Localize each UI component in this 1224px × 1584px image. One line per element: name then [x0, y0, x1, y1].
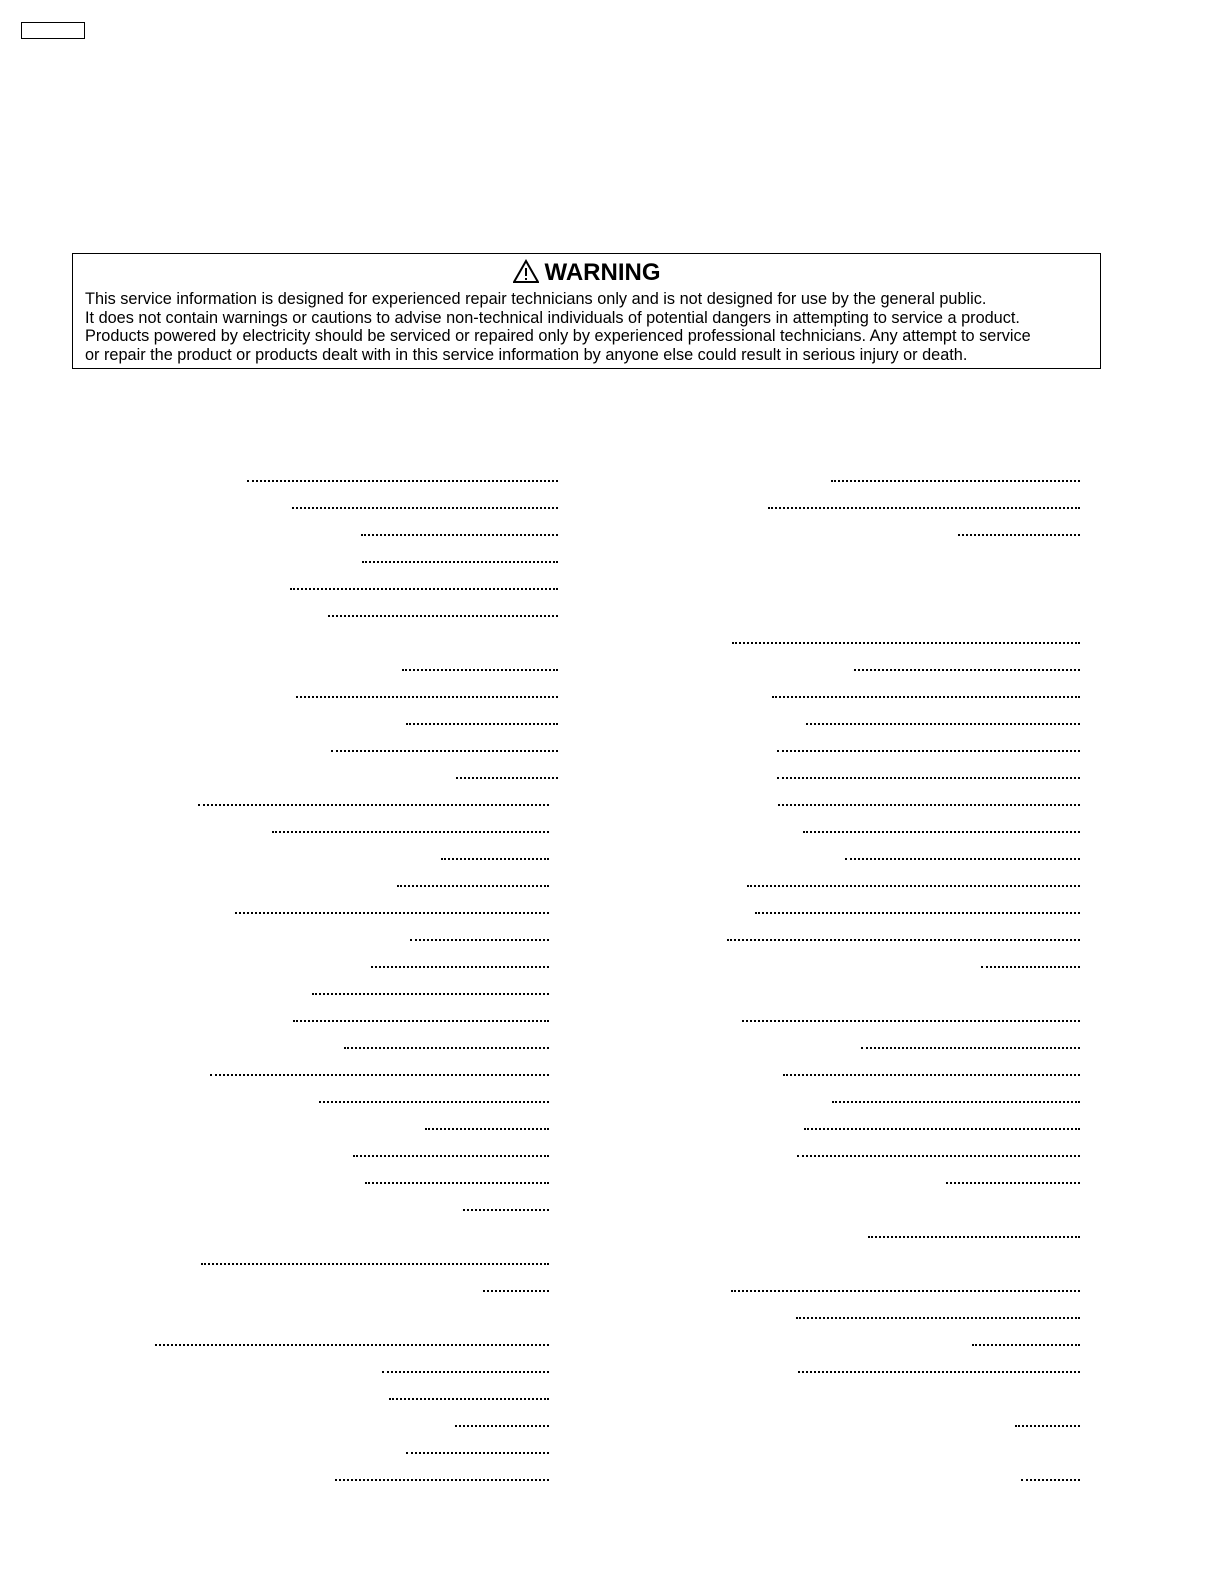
corner-label-box	[21, 22, 85, 39]
toc-dot-leader	[293, 1018, 549, 1022]
toc-dot-leader	[198, 802, 549, 806]
toc-dot-leader	[290, 586, 558, 590]
warning-line-1: This service information is designed for experienced repair technicians only and is not designed for use by the general public.	[85, 290, 987, 308]
warning-heading	[73, 258, 1100, 288]
toc-dot-leader	[755, 910, 1080, 914]
toc-dot-leader	[727, 937, 1080, 941]
toc-dot-leader	[958, 532, 1080, 536]
toc-dot-leader	[946, 1180, 1080, 1184]
toc-dot-leader	[747, 883, 1080, 887]
toc-dot-leader	[389, 1396, 549, 1400]
toc-dot-leader	[972, 1342, 1080, 1346]
toc-dot-leader	[463, 1207, 549, 1211]
warning-title: WARNING	[544, 259, 661, 286]
warning-triangle-icon	[513, 259, 539, 283]
toc-dot-leader	[868, 1234, 1080, 1238]
warning-line-4: or repair the product or products dealt with in this service information by anyone else could result in serious injury or death.	[85, 345, 968, 364]
warning-box	[72, 253, 1101, 369]
toc-dot-leader	[402, 667, 558, 671]
toc-dot-leader	[455, 1423, 549, 1427]
toc-dot-leader	[777, 775, 1080, 779]
toc-dot-leader	[272, 829, 549, 833]
toc-dot-leader	[425, 1126, 549, 1130]
toc-dot-leader	[861, 1045, 1080, 1049]
warning-line-3: Products powered by electricity should be serviced or repaired only by experienced professional technicians. Any attempt to service	[85, 327, 1031, 345]
toc-dot-leader	[783, 1072, 1080, 1076]
toc-dot-leader	[210, 1072, 549, 1076]
toc-dot-leader	[768, 505, 1080, 509]
toc-dot-leader	[344, 1045, 549, 1049]
toc-dot-leader	[796, 1315, 1080, 1319]
toc-dot-leader	[831, 478, 1080, 482]
toc-dot-leader	[328, 613, 558, 617]
toc-dot-leader	[803, 829, 1080, 833]
toc-dot-leader	[335, 1477, 549, 1481]
toc-dot-leader	[1015, 1423, 1080, 1427]
toc-dot-leader	[832, 1099, 1080, 1103]
toc-dot-leader	[406, 1450, 549, 1454]
toc-dot-leader	[406, 721, 558, 725]
toc-dot-leader	[778, 802, 1080, 806]
toc-dot-leader	[732, 640, 1080, 644]
toc-dot-leader	[397, 883, 549, 887]
toc-dot-leader	[292, 505, 558, 509]
toc-dot-leader	[235, 910, 549, 914]
toc-dot-leader	[410, 937, 549, 941]
toc-dot-leader	[798, 1369, 1080, 1373]
toc-dot-leader	[742, 1018, 1080, 1022]
toc-dot-leader	[365, 1180, 549, 1184]
toc-dot-leader	[371, 964, 549, 968]
toc-dot-leader	[247, 478, 558, 482]
toc-dot-leader	[731, 1288, 1080, 1292]
toc-dot-leader	[806, 721, 1080, 725]
toc-dot-leader	[353, 1153, 549, 1157]
toc-dot-leader	[201, 1261, 549, 1265]
toc-dot-leader	[854, 667, 1080, 671]
toc-dot-leader	[797, 1153, 1080, 1157]
toc-dot-leader	[1021, 1477, 1080, 1481]
toc-dot-leader	[456, 775, 558, 779]
toc-dot-leader	[981, 964, 1080, 968]
toc-dot-leader	[845, 856, 1080, 860]
toc-dot-leader	[362, 559, 558, 563]
toc-dot-leader	[361, 532, 558, 536]
toc-dot-leader	[777, 748, 1080, 752]
warning-line-2: It does not contain warnings or cautions to advise non-technical individuals of potential dangers in attempting to service a product.	[85, 308, 1020, 327]
toc-dot-leader	[312, 991, 549, 995]
toc-dot-leader	[382, 1369, 549, 1373]
toc-dot-leader	[296, 694, 558, 698]
toc-dot-leader	[804, 1126, 1080, 1130]
toc-dot-leader	[155, 1342, 549, 1346]
warning-text	[85, 290, 1090, 364]
toc-dot-leader	[441, 856, 549, 860]
toc-dot-leader	[772, 694, 1080, 698]
toc-dot-leader	[483, 1288, 549, 1292]
toc-dot-leader	[319, 1099, 549, 1103]
toc-dot-leader	[331, 748, 558, 752]
